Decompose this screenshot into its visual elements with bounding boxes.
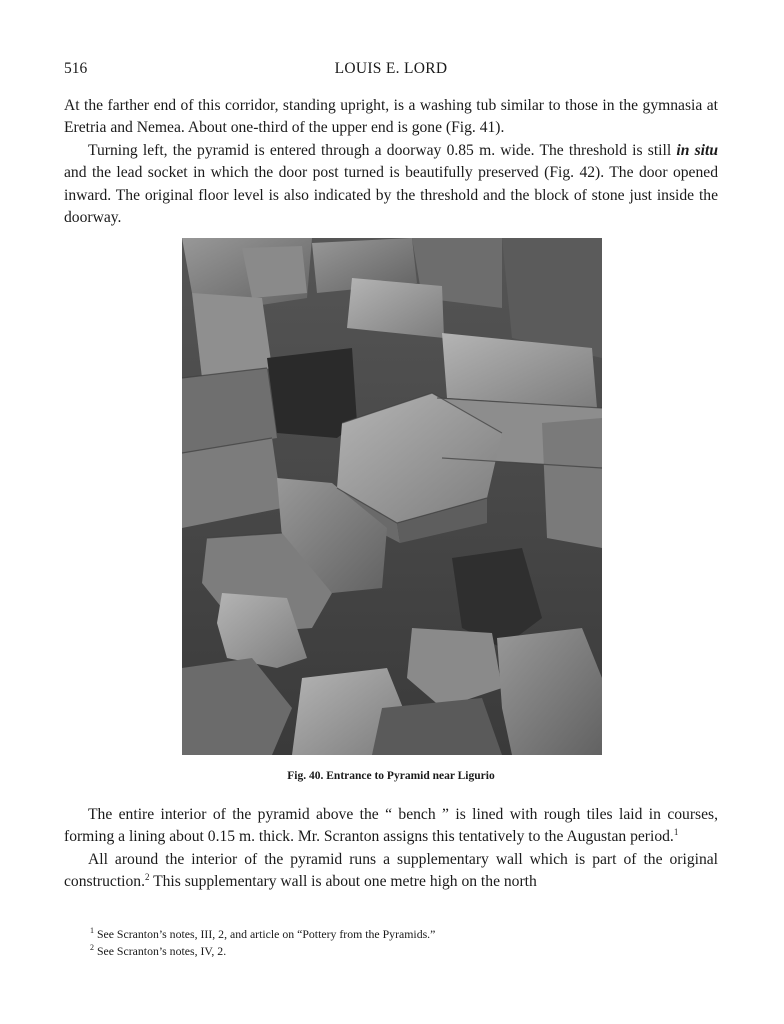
paragraph-3: The entire interior of the pyramid above the “ bench ” is lined with rough tiles laid in courses, forming a lining about 0.15 m. thick. Mr. Scranton assigns this tentatively to the Augustan period.$^1$ [64,806,718,846]
running-head: LOUIS E. LORD [334,60,448,77]
body-text-top [64,95,718,229]
body-text-bottom [64,804,718,894]
page-number: 516 [64,60,88,77]
footnote-ref-2: 2 [144,872,150,883]
paragraph-4: All around the interior of the pyramid runs a supplementary wall which is part of the original construction.$^2$ This supplementary wall is about one metre high on the north [64,850,718,891]
figure-caption: Fig. 40. Entrance to Pyramid near Ligurio [287,770,495,782]
footnotes [90,926,435,960]
paragraph-2: Turning left, the pyramid is entered through a doorway 0.85 m. wide. The threshold is still in situ and the lead socket in which the door post turned is beautifully preserved (Fig. 42). The door opened inward. The original floor level is also indicated by the threshold and the block of stone just inside the doorway. [64,141,718,227]
pyramid-entrance-photo [182,238,602,755]
page-header [64,60,718,84]
paragraph-1: At the farther end of this corridor, standing upright, is a washing tub similar to those in the gymnasia at Eretria and Nemea. About one-third of the upper end is gone (Fig. 41). [64,97,718,137]
figure-photo [182,238,602,755]
footnote-2: $^2$ See Scranton’s notes, IV, 2. [90,943,227,958]
footnote-1: $^1$ See Scranton’s notes, III, 2, and article on “Pottery from the Pyramids.” [90,926,436,941]
footnote-ref-1: 1 [673,827,679,838]
